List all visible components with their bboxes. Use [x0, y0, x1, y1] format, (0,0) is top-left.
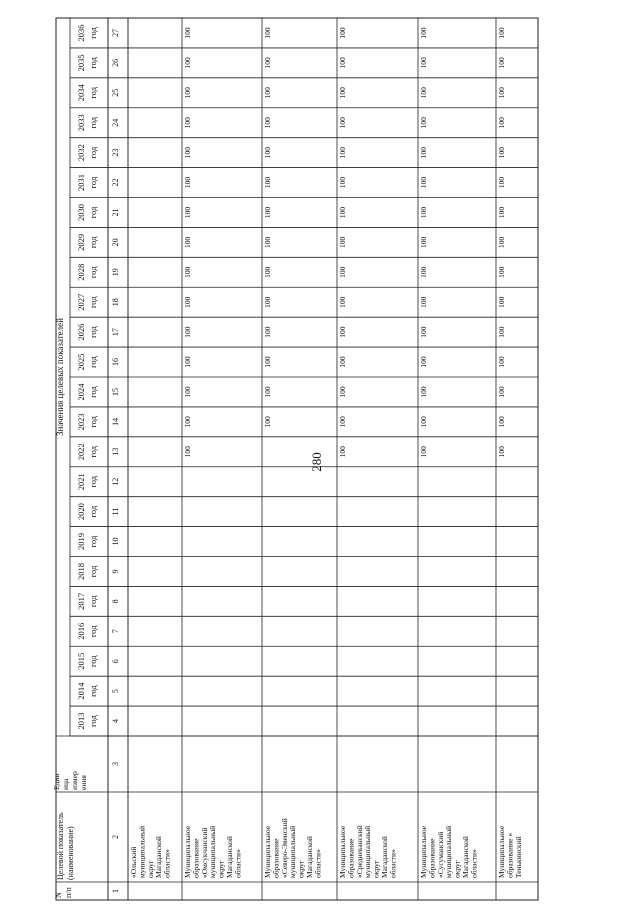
year-label: год	[88, 356, 98, 368]
col-number: 21	[111, 208, 120, 217]
cell-value: 100	[183, 236, 192, 248]
cell-value: 100	[419, 176, 428, 189]
cell-value: 100	[263, 176, 272, 189]
year-label: 2033	[76, 114, 86, 132]
cell-value: 100	[497, 206, 506, 219]
col-number: 19	[111, 268, 120, 277]
col-number: 24	[111, 118, 120, 127]
row-name: образование «	[505, 832, 515, 878]
row-name: области»	[388, 849, 398, 878]
cell-value: 100	[497, 356, 506, 368]
cell-value: 100	[263, 87, 272, 99]
row-name: образование	[346, 838, 356, 878]
cell-value: 100	[497, 176, 506, 189]
year-label: 2014	[76, 682, 86, 700]
cell-value: 100	[497, 386, 506, 398]
year-label: год	[88, 116, 98, 129]
row-name: Тенькинский	[513, 836, 523, 878]
cell-value: 100	[338, 87, 347, 99]
cell-value: 100	[497, 117, 506, 129]
cell-value: 100	[338, 27, 347, 39]
year-label: 2016	[76, 622, 86, 640]
unit-header: измер	[70, 771, 79, 790]
year-label: 2029	[76, 233, 86, 251]
cell-value: 100	[263, 147, 272, 159]
cell-value: 100	[419, 147, 428, 159]
row-name: области»	[233, 849, 243, 878]
year-label: год	[88, 266, 98, 279]
cell-value: 100	[263, 117, 272, 129]
values-title: Значения целевых показателей	[55, 318, 65, 436]
num-header: N	[54, 892, 63, 898]
row-name: Магаданской	[380, 836, 389, 878]
cell-value: 100	[183, 206, 192, 219]
year-label: год	[88, 86, 98, 99]
cell-value: 100	[338, 206, 347, 219]
cell-value: 100	[419, 326, 428, 338]
cell-value: 100	[183, 57, 192, 69]
year-label: год	[88, 715, 98, 727]
col-number: 13	[111, 447, 120, 456]
cell-value: 100	[263, 266, 272, 278]
col-number: 22	[111, 178, 120, 187]
year-label: год	[88, 206, 98, 219]
col-number: 4	[111, 719, 120, 724]
cell-value: 100	[497, 326, 506, 338]
year-label: 2024	[76, 383, 86, 401]
cell-value: 100	[419, 236, 428, 248]
row-name: Магаданской	[225, 836, 234, 878]
row-name: «Сусуманский	[435, 831, 445, 878]
cell-value: 100	[497, 57, 506, 69]
row-name: области»	[469, 849, 479, 878]
col-number: 25	[111, 88, 120, 97]
row-name: муниципальный	[137, 825, 147, 878]
row-name: Муниципальное	[263, 825, 272, 878]
col-number: 5	[111, 689, 120, 694]
cell-value: 100	[497, 147, 506, 159]
row-name: округ	[371, 860, 381, 878]
year-label: год	[88, 296, 98, 309]
cell-value: 100	[183, 87, 192, 99]
cell-value: 100	[419, 266, 428, 278]
cell-value: 100	[419, 117, 428, 129]
year-label: год	[88, 445, 98, 458]
year-label: 2015	[76, 652, 86, 670]
cell-value: 100	[183, 416, 192, 428]
col-number: 14	[111, 417, 120, 426]
year-label: год	[88, 416, 98, 428]
year-label: 2027	[76, 293, 86, 311]
year-label: год	[88, 595, 98, 608]
year-label: год	[88, 27, 98, 39]
year-label: 2030	[76, 203, 86, 221]
row-name: округ	[216, 860, 226, 878]
cell-value: 100	[263, 356, 272, 368]
unit-header: ения	[79, 775, 88, 790]
col-number: 10	[111, 537, 120, 546]
col-number: 8	[111, 599, 120, 604]
cell-value: 100	[338, 326, 347, 338]
col-number: 18	[111, 298, 120, 307]
year-label: 2019	[76, 533, 86, 551]
cell-value: 100	[183, 117, 192, 129]
year-label: 2028	[76, 263, 86, 281]
cell-value: 100	[419, 296, 428, 308]
row-name: Муниципальное	[497, 825, 506, 878]
row-name: «Ольский	[129, 846, 138, 878]
year-label: 2023	[76, 413, 86, 431]
cell-value: 100	[183, 176, 192, 189]
year-label: 2013	[76, 712, 86, 730]
unit-header: ица	[61, 778, 70, 790]
col-number: 7	[111, 629, 120, 634]
cell-value: 100	[338, 446, 347, 458]
col-number: 6	[111, 659, 120, 664]
col-number: 15	[111, 387, 120, 396]
cell-value: 100	[263, 27, 272, 39]
row-name: муниципальный	[444, 825, 454, 878]
cell-value: 100	[419, 356, 428, 368]
cell-value: 100	[497, 296, 506, 308]
cell-value: 100	[263, 206, 272, 219]
year-label: 2034	[76, 84, 86, 102]
cell-value: 100	[419, 416, 428, 428]
cell-value: 100	[183, 147, 192, 159]
cell-value: 100	[338, 416, 347, 428]
cell-value: 100	[419, 27, 428, 39]
cell-value: 100	[183, 326, 192, 338]
row-name: муниципальный	[208, 825, 218, 878]
cell-value: 100	[263, 57, 272, 69]
row-name: муниципальный	[363, 825, 373, 878]
year-label: 2017	[76, 592, 86, 610]
cell-value: 100	[497, 446, 506, 458]
row-name: образование	[191, 838, 201, 878]
year-label: год	[88, 176, 98, 189]
col-number: 3	[111, 762, 120, 766]
year-label: год	[88, 146, 98, 159]
col-number: 16	[111, 358, 120, 367]
year-label: год	[88, 505, 98, 518]
row-name: округ	[452, 860, 462, 878]
year-label: год	[88, 236, 98, 249]
cell-value: 100	[338, 266, 347, 278]
col-number: 23	[111, 148, 120, 157]
row-name: округ	[145, 860, 155, 878]
cell-value: 100	[183, 356, 192, 368]
year-label: 2022	[76, 443, 86, 461]
year-label: год	[88, 655, 98, 668]
year-label: год	[88, 565, 98, 578]
year-label: 2031	[76, 174, 86, 192]
row-name: образование	[271, 838, 281, 878]
cell-value: 100	[338, 57, 347, 69]
row-name: «Северо-Эвенский	[279, 818, 289, 878]
col-number: 20	[111, 238, 120, 247]
col-number: 17	[111, 328, 120, 337]
cell-value: 100	[263, 416, 272, 428]
year-label: год	[88, 535, 98, 548]
cell-value: 100	[183, 386, 192, 398]
cell-value: 100	[419, 446, 428, 458]
num-header: п/п	[64, 887, 73, 898]
year-label: год	[88, 685, 98, 697]
col-number: 1	[111, 889, 120, 893]
row-name: «Среднеканский	[354, 825, 364, 878]
cell-value: 100	[419, 386, 428, 398]
year-label: год	[88, 475, 98, 488]
year-label: 2036	[76, 24, 86, 42]
row-name: «Омсукчанский	[199, 827, 209, 878]
indicator-header: (наименование)	[66, 826, 75, 880]
col-number: 26	[111, 58, 120, 67]
col-number: 12	[111, 477, 120, 486]
cell-value: 100	[183, 266, 192, 278]
row-name: Магаданской	[461, 836, 470, 878]
cell-value: 100	[419, 57, 428, 69]
cell-value: 100	[497, 416, 506, 428]
cell-value: 100	[419, 87, 428, 99]
row-name: области»	[313, 849, 323, 878]
cell-value: 100	[183, 446, 192, 458]
year-label: год	[88, 386, 98, 398]
year-label: 2026	[76, 323, 86, 341]
row-name: Муниципальное	[183, 825, 192, 878]
year-label: год	[88, 326, 98, 338]
cell-value: 100	[263, 296, 272, 308]
row-name: округ	[296, 860, 306, 878]
cell-value: 100	[263, 326, 272, 338]
cell-value: 100	[183, 296, 192, 308]
row-name: области»	[162, 849, 172, 878]
col-number: 9	[111, 569, 120, 574]
cell-value: 100	[497, 87, 506, 99]
row-name: Магаданской	[154, 836, 164, 878]
cell-value: 100	[497, 266, 506, 278]
unit-header: Един	[52, 773, 61, 790]
cell-value: 100	[497, 236, 506, 248]
table-frame	[108, 18, 538, 900]
row-name: Муниципальное	[338, 825, 347, 878]
year-label: 2018	[76, 562, 86, 580]
col-number: 27	[111, 28, 120, 37]
cell-value: 100	[338, 386, 347, 398]
cell-value: 100	[338, 356, 347, 368]
cell-value: 100	[263, 386, 272, 398]
cell-value: 100	[497, 27, 506, 39]
year-label: 2032	[76, 144, 86, 162]
cell-value: 100	[338, 117, 347, 129]
page-number: 280	[308, 452, 324, 472]
year-label: 2035	[76, 54, 86, 72]
year-label: 2025	[76, 353, 86, 371]
cell-value: 100	[338, 176, 347, 189]
indicator-header: Целевой показатель	[56, 812, 65, 880]
year-label: 2021	[76, 473, 86, 491]
col-number: 2	[111, 835, 120, 839]
cell-value: 100	[338, 236, 347, 248]
cell-value: 100	[183, 27, 192, 39]
row-name: муниципальный	[288, 825, 298, 878]
row-name: Муниципальное	[419, 825, 428, 878]
cell-value: 100	[263, 236, 272, 248]
year-label: год	[88, 57, 98, 69]
col-number: 11	[111, 507, 120, 516]
cell-value: 100	[338, 296, 347, 308]
year-label: год	[88, 625, 98, 638]
year-label: 2020	[76, 503, 86, 521]
row-name: Магаданской	[305, 836, 314, 878]
cell-value: 100	[338, 147, 347, 159]
row-name: образование	[427, 838, 437, 878]
cell-value: 100	[419, 206, 428, 219]
